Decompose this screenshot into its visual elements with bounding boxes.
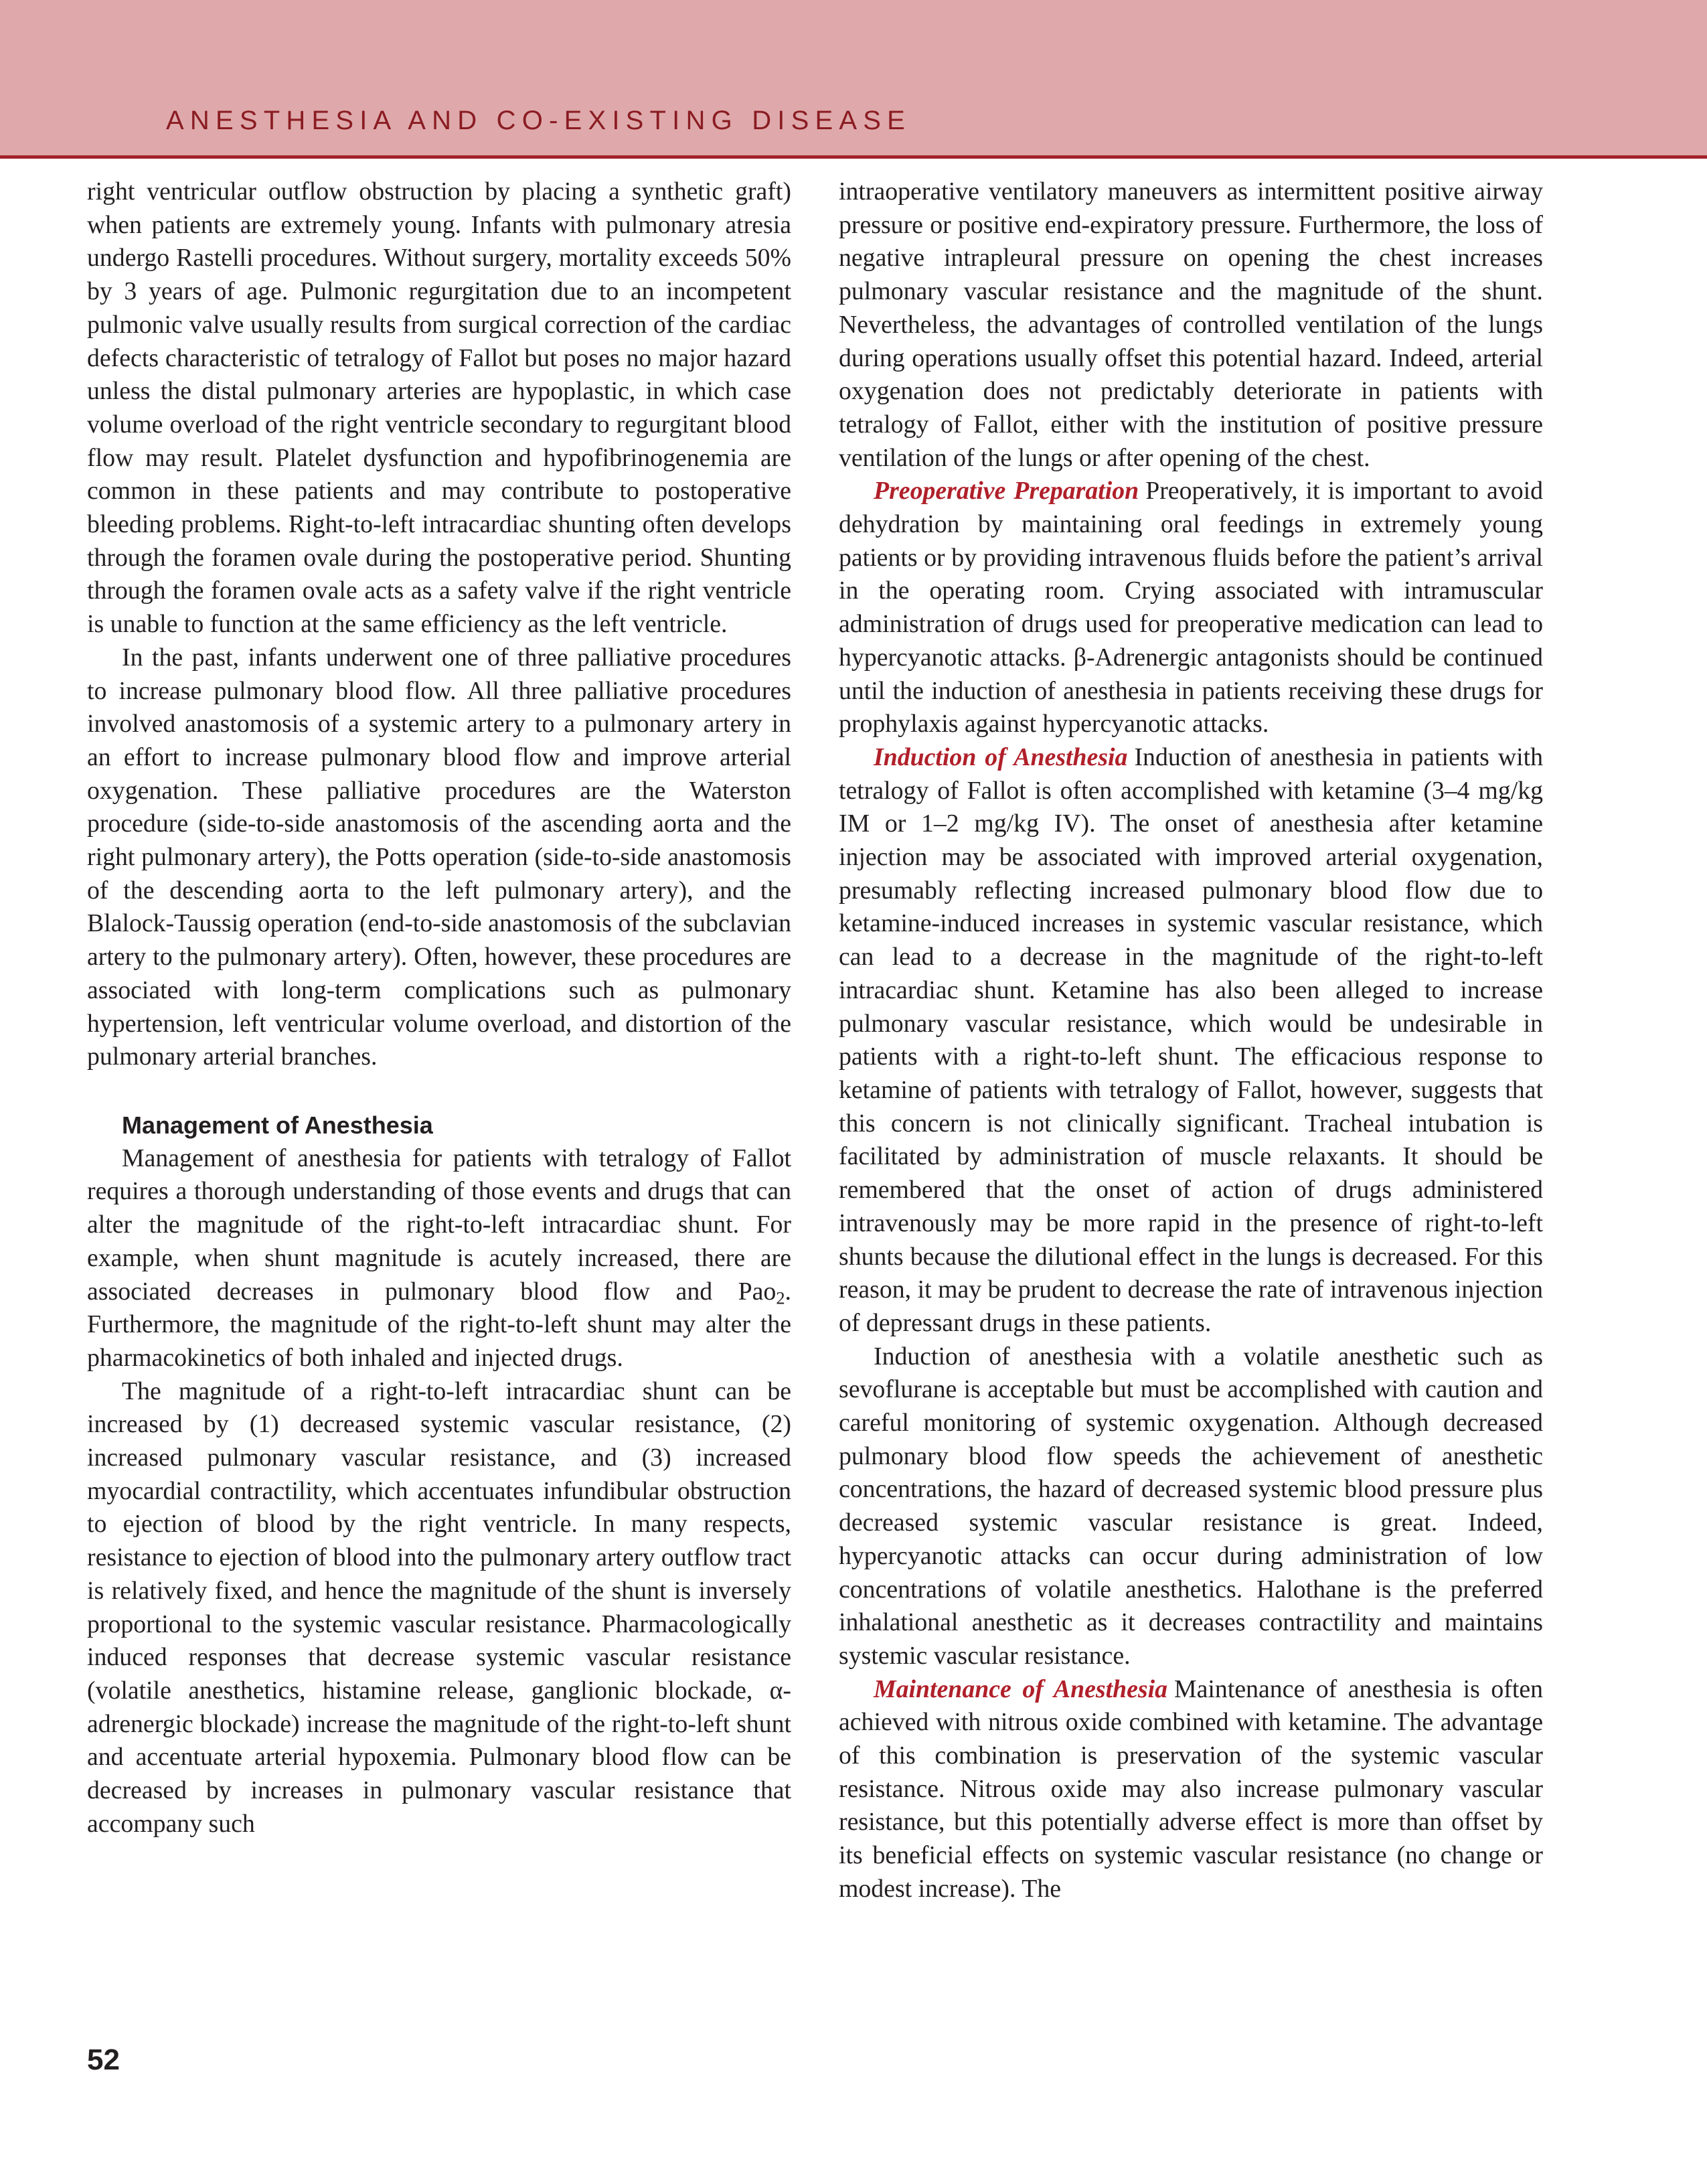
section-title: Management of Anesthesia — [122, 1111, 433, 1139]
left-paragraph-1: right ventricular outflow obstruction by placing a synthetic graft) when patients are extremely young. Infants with pulmonary atresia undergo Rastelli procedures. Without surgery, mortality exceeds 50% by 3 years of age. Pulmonic regurgitation due to an incompetent pulmonic valve usually results from surgical correction of the cardiac defects characteristic of tetralogy of Fallot but poses no major hazard unless the distal pulmonary arteries are hypoplastic, in which case volume overload of the right ventricle secondary to regurgitant blood flow may result. Platelet dysfunction and hypofibrinogenemia are common in these patients and may contribute to postoperative bleeding problems. Right-to-left intracardiac shunting often develops through the foramen ovale during the postoperative period. Shunting through the foramen ovale acts as a safety valve if the right ventricle is unable to function at the same efficiency as the left ventricle. — [87, 177, 791, 639]
left-paragraph-3 — [87, 1142, 791, 1375]
running-head: ANESTHESIA AND CO-EXISTING DISEASE — [166, 106, 911, 135]
preoperative-preparation-paragraph — [839, 475, 1543, 741]
page-number: 52 — [87, 2043, 120, 2076]
header-band — [0, 0, 1707, 159]
right-paragraph-1: intraoperative ventilatory maneuvers as intermittent positive airway pressure or positive end-expiratory pressure. Furthermore, the loss of negative intrapleural pressure on opening the chest increases pulmonary vascular resistance and the magnitude of the shunt. Nevertheless, the advantages of controlled ventilation of the lungs during operations usually offset this potential hazard. Indeed, arterial oxygenation does not predictably deteriorate in patients with tetralogy of Fallot, either with the institution of positive pressure ventilation of the lungs or after opening of the chest. — [839, 177, 1543, 472]
preoperative-preparation-text: Preoperatively, it is important to avoid dehydration by maintaining oral feedings in extremely young patients or by providing intravenous fluids before the patient’s arrival in the operating room. Crying associated with intramuscular administration of drugs used for preoperative medication can lead to hypercyanotic attacks. β-Adrenergic antagonists should be continued until the induction of anesthesia in patients receiving these drugs for prophylaxis against hypercyanotic attacks. — [839, 477, 1543, 738]
subscript-2: 2 — [776, 1288, 785, 1308]
left-paragraph-2: In the past, infants underwent one of three palliative procedures to increase pulmonary blood flow. All three palliative procedures involved anastomosis of a systemic artery to a pulmonary artery in an effort to increase pulmonary blood flow and improve arterial oxygenation. These palliative procedures are the Waterston procedure (side-to-side anastomosis of the ascending aorta and the right pulmonary artery), the Potts operation (side-to-side anastomosis of the descending aorta to the left pulmonary artery), and the Blalock-Taussig operation (end-to-side anastomosis of the subclavian artery to the pulmonary artery). Often, however, these procedures are associated with long-term complications such as pulmonary hypertension, left ventricular volume overload, and distortion of the pulmonary arterial branches. — [87, 643, 791, 1071]
induction-text: Induction of anesthesia in patients with tetralogy of Fallot is often accomplished with ketamine (3–4 mg/kg IM or 1–2 mg/kg IV). The onset of anesthesia after ketamine injection may be associated with improved arterial oxygenation, presumably reflecting increased pulmonary blood flow due to ketamine-induced increases in systemic vascular resistance, which can lead to a decrease in the magnitude of the right-to-left intracardiac shunt. Ketamine has also been alleged to increase pulmonary vascular resistance, which would be undesirable in patients with a right-to-left shunt. The efficacious response to ketamine of patients with tetralogy of Fallot, however, suggests that this concern is not clinically significant. Tracheal intubation is facilitated by administration of muscle relaxants. It should be remembered that the onset of action of drugs administered intravenously may be more rapid in the presence of right-to-left shunts because the dilutional effect in the lungs is decreased. For this reason, it may be prudent to decrease the rate of intravenous injection of depressant drugs in these patients. — [839, 743, 1543, 1337]
maintenance-paragraph — [839, 1673, 1543, 1906]
induction-heading: Induction of Anesthesia — [874, 743, 1128, 771]
induction-paragraph — [839, 741, 1543, 1340]
maintenance-text: Maintenance of anesthesia is often achieved with nitrous oxide combined with ketamine. The advantage of this combination is preservation of the systemic vascular resistance. Nitrous oxide may also increase pulmonary vascular resistance, but this potentially adverse effect is more than offset by its beneficial effects on systemic vascular resistance (no change or modest increase). The — [839, 1674, 1543, 1903]
left-column — [87, 175, 791, 1841]
volatile-induction-paragraph: Induction of anesthesia with a volatile anesthetic such as sevoflurane is acceptable but must be accomplished with caution and careful monitoring of systemic oxygenation. Although decreased pulmonary blood flow speeds the achievement of anesthetic concentrations, the hazard of decreased systemic blood pressure plus decreased systemic vascular resistance is great. Indeed, hypercyanotic attacks can occur during administration of low concentrations of volatile anesthetics. Halothane is the preferred inhalational anesthetic as it decreases contractility and maintains systemic vascular resistance. — [839, 1342, 1543, 1670]
left-paragraph-3-text-b: . Furthermore, the magnitude of the right-to-left shunt may alter the pharmacokinetics of both inhaled and injected drugs. — [87, 1277, 791, 1372]
left-paragraph-4: The magnitude of a right-to-left intracardiac shunt can be increased by (1) decreased systemic vascular resistance, (2) increased pulmonary vascular resistance, and (3) increased myocardial contractility, which accentuates infundibular obstruction to ejection of blood by the right ventricle. In many respects, resistance to ejection of blood into the pulmonary artery outflow tract is relatively fixed, and hence the magnitude of the shunt is inversely proportional to the systemic vascular resistance. Pharmacologically induced responses that decrease systemic vascular resistance (volatile anesthetics, histamine release, ganglionic blockade, α-adrenergic blockade) increase the magnitude of the right-to-left shunt and accentuate arterial hypoxemia. Pulmonary blood flow can be decreased by increases in pulmonary vascular resistance that accompany such — [87, 1377, 791, 1838]
maintenance-heading: Maintenance of Anesthesia — [874, 1674, 1168, 1703]
right-column — [839, 175, 1543, 1906]
left-paragraph-3-text-a: Management of anesthesia for patients with tetralogy of Fallot requires a thorough understanding of those events and drugs that can alter the magnitude of the right-to-left intracardiac shunt. For example, when shunt magnitude is acutely increased, there are associated decreases in pulmonary blood flow and Pao — [87, 1144, 791, 1306]
preoperative-preparation-heading: Preoperative Preparation — [874, 477, 1139, 505]
